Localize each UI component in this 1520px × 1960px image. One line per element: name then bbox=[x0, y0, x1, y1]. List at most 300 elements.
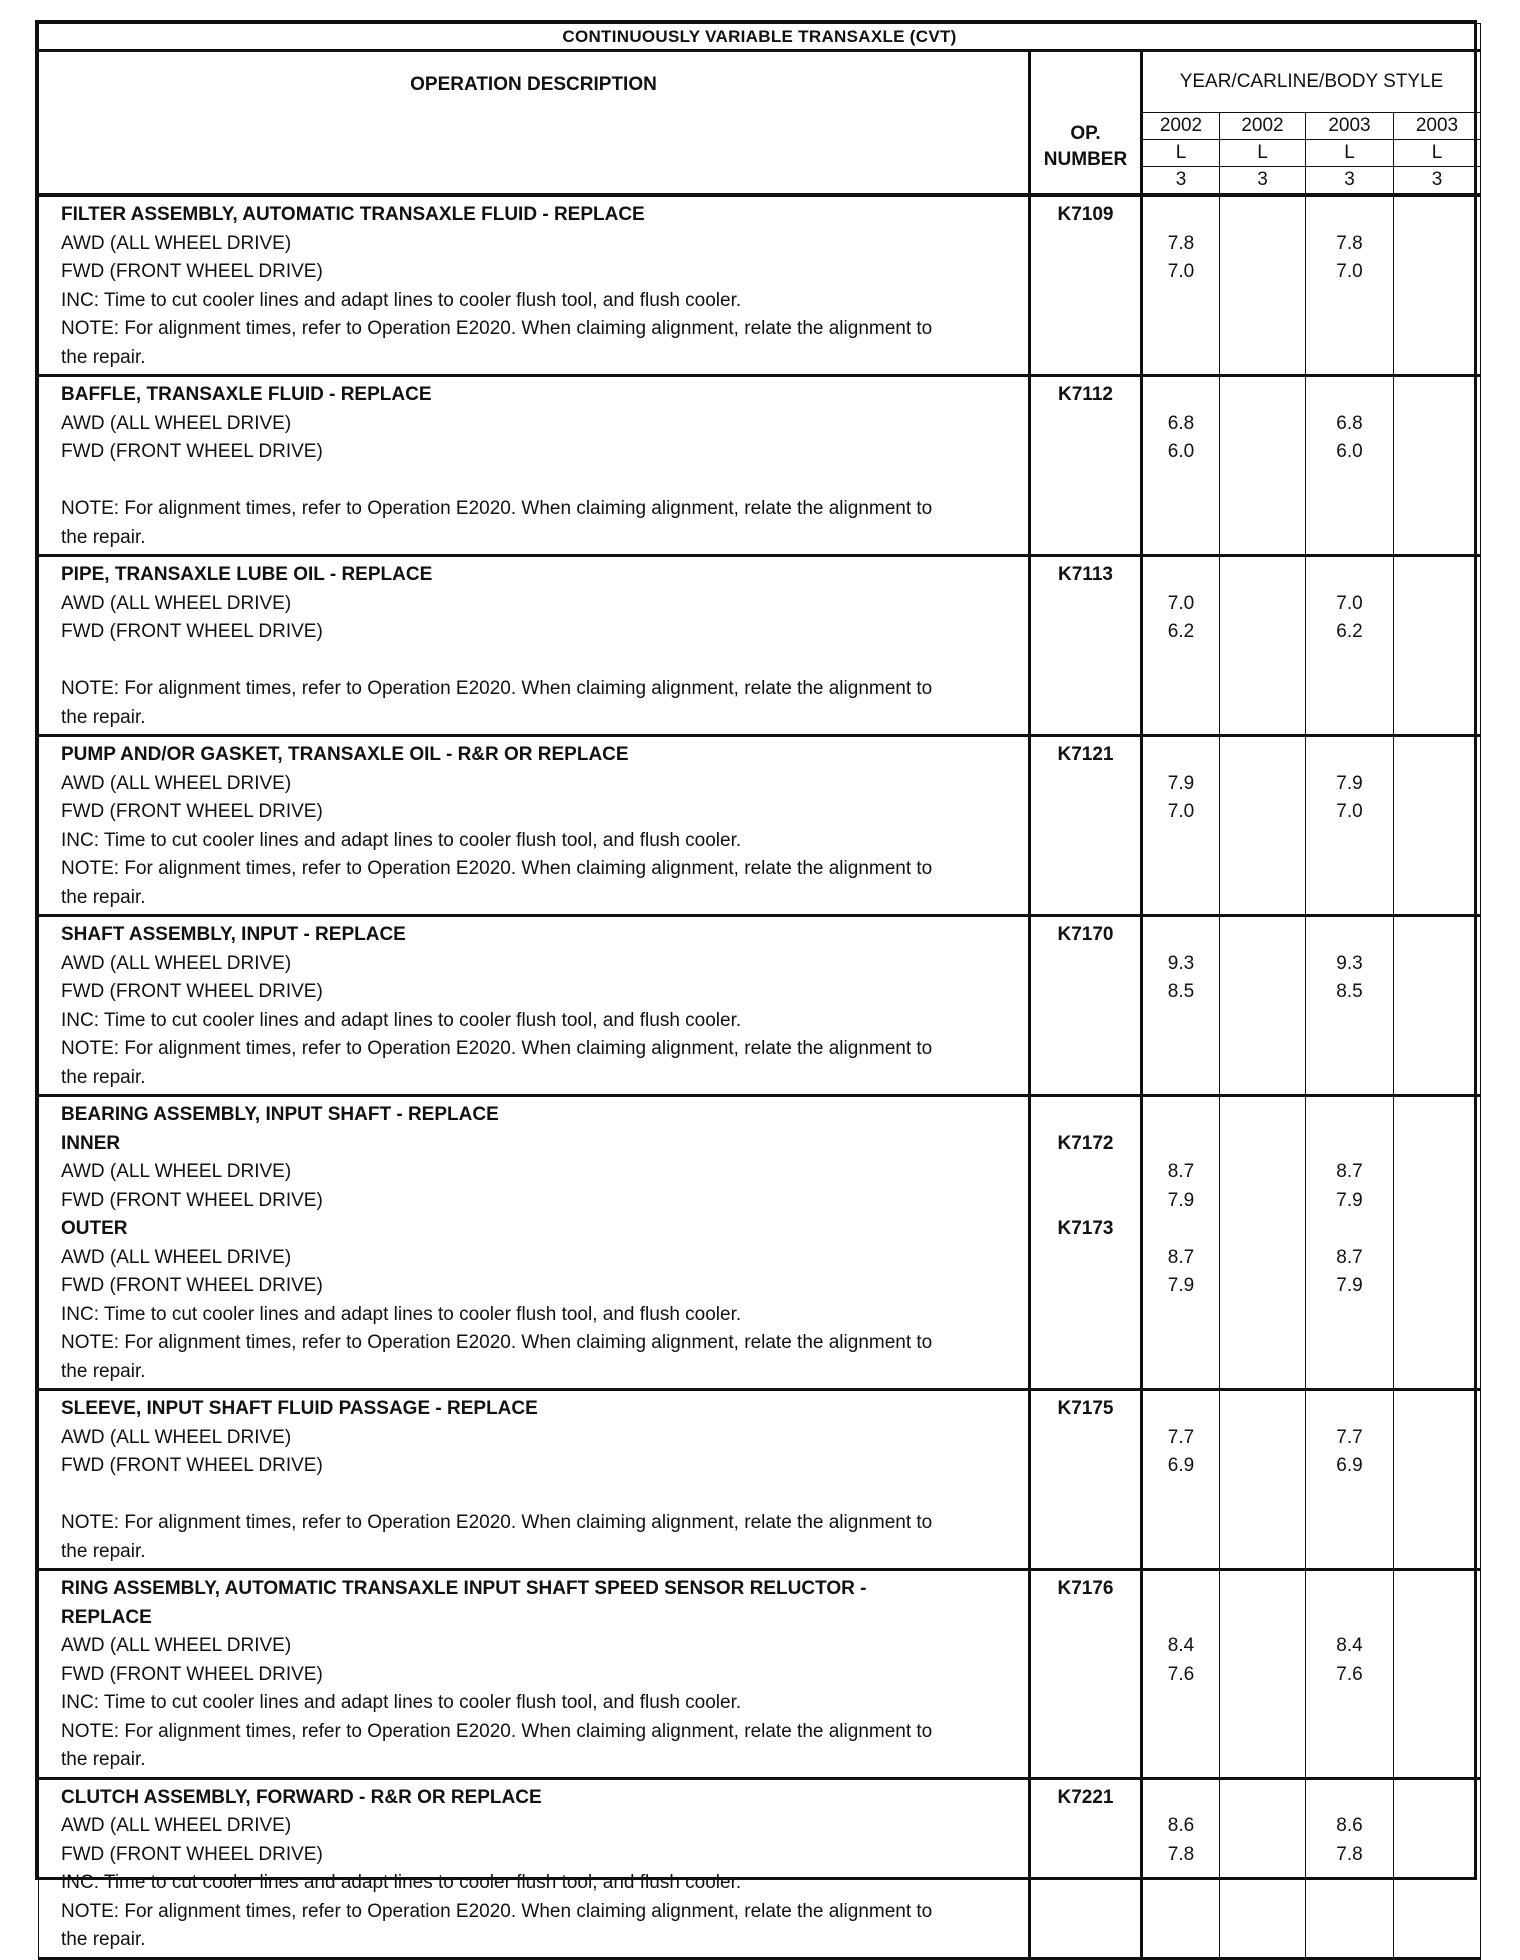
labor-time-value bbox=[1394, 1869, 1480, 1898]
labor-time-value bbox=[1394, 315, 1480, 344]
labor-time-value bbox=[1220, 1358, 1305, 1387]
operation-line: FWD (FRONT WHEEL DRIVE) bbox=[61, 981, 323, 1002]
labor-time-value bbox=[1306, 827, 1393, 856]
operation-heading: SHAFT ASSEMBLY, INPUT - REPLACE bbox=[61, 924, 406, 945]
operation-line: the repair. bbox=[61, 1066, 146, 1088]
op-number-header bbox=[1030, 51, 1142, 196]
labor-time-value bbox=[1394, 770, 1480, 799]
op-number bbox=[1031, 467, 1140, 496]
labor-time-value bbox=[1143, 704, 1219, 733]
labor-time-value bbox=[1220, 1035, 1305, 1064]
labor-time-value bbox=[1306, 344, 1393, 373]
operation-line: the repair. bbox=[61, 526, 146, 548]
labor-time-value bbox=[1220, 1329, 1305, 1358]
labor-time-value bbox=[1143, 1689, 1219, 1718]
op-number bbox=[1031, 647, 1140, 676]
operation-heading: CLUTCH ASSEMBLY, FORWARD - R&R OR REPLACE bbox=[61, 1786, 542, 1808]
labor-time-value bbox=[1306, 1575, 1393, 1604]
labor-time-value bbox=[1220, 1718, 1305, 1747]
labor-time-value bbox=[1394, 1007, 1480, 1036]
labor-time-value bbox=[1143, 1898, 1219, 1927]
labor-time-value: 8.5 bbox=[1336, 981, 1363, 1002]
operation-heading: OUTER bbox=[61, 1218, 128, 1239]
operation-line: the repair. bbox=[61, 1360, 146, 1382]
labor-time-value: 9.3 bbox=[1336, 952, 1363, 974]
labor-time-value bbox=[1394, 1746, 1480, 1775]
operation-section bbox=[39, 1390, 1481, 1570]
operation-line: FWD (FRONT WHEEL DRIVE) bbox=[61, 1663, 323, 1685]
labor-time-value bbox=[1394, 467, 1480, 496]
labor-time-value bbox=[1220, 1661, 1305, 1690]
operation-heading: BEARING ASSEMBLY, INPUT SHAFT - REPLACE bbox=[61, 1104, 499, 1125]
op-number: K7113 bbox=[1058, 564, 1113, 585]
operation-heading: SLEEVE, INPUT SHAFT FLUID PASSAGE - REPLACE bbox=[61, 1398, 538, 1419]
labor-time-value bbox=[1220, 827, 1305, 856]
labor-time-value bbox=[1143, 524, 1219, 553]
labor-time-value bbox=[1220, 1926, 1305, 1955]
labor-time-cell bbox=[1306, 195, 1394, 376]
operation-line: AWD (ALL WHEEL DRIVE) bbox=[61, 952, 292, 974]
year-carline-body-header: YEAR/CARLINE/BODY STYLE bbox=[1142, 51, 1481, 113]
labor-time-value bbox=[1220, 1101, 1305, 1130]
operation-line: FWD (FRONT WHEEL DRIVE) bbox=[61, 1843, 323, 1865]
operation-section bbox=[39, 1096, 1481, 1390]
labor-time-value bbox=[1306, 1007, 1393, 1036]
labor-time-value bbox=[1143, 1481, 1219, 1510]
labor-time-value bbox=[1394, 855, 1480, 884]
labor-time-value: 8.7 bbox=[1336, 1246, 1363, 1268]
labor-time-value bbox=[1306, 381, 1393, 410]
operation-line: AWD (ALL WHEEL DRIVE) bbox=[61, 1161, 292, 1182]
operation-line: NOTE: For alignment times, refer to Operation E2020. When claiming alignment, relate the alignment to bbox=[61, 1332, 933, 1353]
operation-line: FWD (FRONT WHEEL DRIVE) bbox=[61, 801, 323, 822]
labor-time-value bbox=[1220, 675, 1305, 704]
op-number bbox=[1031, 1358, 1140, 1387]
operation-line: NOTE: For alignment times, refer to Operation E2020. When claiming alignment, relate the alignment to bbox=[61, 678, 933, 699]
labor-time-value bbox=[1394, 1575, 1480, 1604]
labor-time-value bbox=[1220, 884, 1305, 913]
labor-time-value bbox=[1394, 381, 1480, 410]
labor-time-value bbox=[1306, 1509, 1393, 1538]
labor-time-value bbox=[1394, 1187, 1480, 1216]
labor-time-value bbox=[1143, 1746, 1219, 1775]
labor-time-value: 8.5 bbox=[1167, 981, 1195, 1002]
labor-time-value bbox=[1394, 1101, 1480, 1130]
labor-time-value bbox=[1143, 381, 1219, 410]
op-number bbox=[1031, 258, 1140, 287]
operation-description bbox=[39, 556, 1030, 736]
labor-time-value bbox=[1394, 1926, 1480, 1955]
op-number: K7109 bbox=[1057, 204, 1114, 225]
labor-time-value bbox=[1394, 1215, 1480, 1244]
labor-time-value bbox=[1394, 827, 1480, 856]
labor-time-value bbox=[1220, 1158, 1305, 1187]
labor-time-value bbox=[1220, 921, 1305, 950]
op-number-cell bbox=[1030, 916, 1142, 1096]
labor-time-value bbox=[1394, 561, 1480, 590]
labor-time-value bbox=[1394, 1718, 1480, 1747]
labor-time-value bbox=[1394, 1481, 1480, 1510]
operation-section bbox=[39, 376, 1481, 556]
labor-time-value bbox=[1143, 741, 1219, 770]
operation-line: AWD (ALL WHEEL DRIVE) bbox=[61, 1246, 292, 1268]
labor-time-value bbox=[1394, 950, 1480, 979]
op-number: K7176 bbox=[1057, 1578, 1114, 1599]
operation-line: the repair. bbox=[61, 706, 146, 728]
operation-heading: INNER bbox=[61, 1132, 121, 1154]
labor-time-value: 9.3 bbox=[1167, 952, 1195, 974]
operation-line: AWD (ALL WHEEL DRIVE) bbox=[61, 592, 292, 614]
operation-heading: REPLACE bbox=[61, 1606, 152, 1628]
op-number bbox=[1031, 1869, 1140, 1898]
labor-time-value bbox=[1143, 1509, 1219, 1538]
labor-time-value bbox=[1143, 1329, 1219, 1358]
labor-time-value: 7.0 bbox=[1167, 801, 1195, 822]
labor-time-value bbox=[1220, 1575, 1305, 1604]
op-number bbox=[1031, 1158, 1140, 1187]
labor-time-value bbox=[1306, 884, 1393, 913]
labor-time-cell bbox=[1142, 556, 1220, 736]
labor-time-cell bbox=[1394, 1778, 1481, 1958]
labor-time-value bbox=[1143, 884, 1219, 913]
labor-time-value: 7.6 bbox=[1167, 1663, 1195, 1685]
labor-time-value bbox=[1306, 524, 1393, 553]
table-body bbox=[39, 195, 1481, 1958]
op-number bbox=[1031, 1746, 1140, 1775]
labor-time-value bbox=[1394, 704, 1480, 733]
labor-time-cell bbox=[1394, 1096, 1481, 1390]
labor-time-value bbox=[1394, 590, 1480, 619]
operation-heading: PIPE, TRANSAXLE LUBE OIL - REPLACE bbox=[61, 564, 433, 585]
operation-line: AWD (ALL WHEEL DRIVE) bbox=[61, 1635, 292, 1656]
labor-time-value bbox=[1143, 1784, 1219, 1813]
column-carline: L bbox=[1394, 140, 1481, 167]
operation-line: FWD (FRONT WHEEL DRIVE) bbox=[61, 621, 323, 642]
labor-time-value bbox=[1394, 1812, 1480, 1841]
labor-time-cell bbox=[1306, 1096, 1394, 1390]
operation-description bbox=[39, 1390, 1030, 1570]
labor-time-value bbox=[1220, 855, 1305, 884]
labor-time-value bbox=[1394, 1632, 1480, 1661]
labor-time-value bbox=[1394, 978, 1480, 1007]
labor-time-value bbox=[1220, 1538, 1305, 1567]
labor-time-cell bbox=[1220, 1390, 1306, 1570]
labor-time-value: 7.7 bbox=[1167, 1426, 1195, 1448]
labor-time-cell bbox=[1394, 916, 1481, 1096]
op-number: K7173 bbox=[1057, 1218, 1114, 1239]
op-number bbox=[1031, 1718, 1140, 1747]
operation-line: AWD (ALL WHEEL DRIVE) bbox=[61, 232, 292, 254]
labor-time-value bbox=[1306, 1746, 1393, 1775]
labor-time-value bbox=[1143, 1215, 1219, 1244]
labor-time-value: 7.9 bbox=[1336, 772, 1363, 794]
labor-time-value bbox=[1394, 410, 1480, 439]
labor-time-value bbox=[1220, 258, 1305, 287]
labor-time-value bbox=[1220, 1869, 1305, 1898]
labor-time-value bbox=[1220, 561, 1305, 590]
column-carline: L bbox=[1306, 140, 1394, 167]
labor-time-value bbox=[1220, 287, 1305, 316]
labor-time-cell bbox=[1220, 916, 1306, 1096]
operation-description-header: OPERATION DESCRIPTION bbox=[39, 51, 1030, 196]
labor-time-value bbox=[1143, 344, 1219, 373]
labor-time-value bbox=[1220, 647, 1305, 676]
labor-time-cell bbox=[1306, 1570, 1394, 1779]
labor-time-value bbox=[1394, 1784, 1480, 1813]
labor-time-value bbox=[1394, 1130, 1480, 1159]
labor-time-value bbox=[1220, 1424, 1305, 1453]
labor-time-value bbox=[1394, 1358, 1480, 1387]
labor-time-value: 8.4 bbox=[1167, 1635, 1195, 1656]
labor-time-value bbox=[1394, 1841, 1480, 1870]
labor-time-value bbox=[1394, 1272, 1480, 1301]
operation-section bbox=[39, 916, 1481, 1096]
labor-time-value bbox=[1306, 1604, 1393, 1633]
op-number bbox=[1031, 230, 1140, 259]
labor-time-value bbox=[1220, 741, 1305, 770]
labor-time-value bbox=[1306, 1538, 1393, 1567]
operation-line: FWD (FRONT WHEEL DRIVE) bbox=[61, 261, 323, 282]
labor-time-value bbox=[1143, 1604, 1219, 1633]
op-number bbox=[1031, 590, 1140, 619]
op-number bbox=[1031, 1689, 1140, 1718]
labor-time-value bbox=[1220, 467, 1305, 496]
labor-time-value bbox=[1306, 1035, 1393, 1064]
labor-time-cell bbox=[1306, 376, 1394, 556]
operation-description bbox=[39, 195, 1030, 376]
labor-time-cell bbox=[1394, 1570, 1481, 1779]
operation-heading: FILTER ASSEMBLY, AUTOMATIC TRANSAXLE FLUID - REPLACE bbox=[61, 204, 645, 225]
op-number bbox=[1031, 798, 1140, 827]
labor-time-value bbox=[1394, 1661, 1480, 1690]
op-number bbox=[1031, 704, 1140, 733]
operation-line: the repair. bbox=[61, 1929, 146, 1950]
labor-time-value bbox=[1220, 1898, 1305, 1927]
op-number-cell bbox=[1030, 736, 1142, 916]
labor-time-value bbox=[1306, 675, 1393, 704]
op-number bbox=[1031, 410, 1140, 439]
labor-time-cell bbox=[1220, 1096, 1306, 1390]
labor-time-value bbox=[1143, 647, 1219, 676]
op-number bbox=[1031, 1064, 1140, 1093]
labor-time-value bbox=[1306, 467, 1393, 496]
labor-time-value bbox=[1306, 1718, 1393, 1747]
labor-time-value bbox=[1220, 1604, 1305, 1633]
labor-time-value bbox=[1306, 201, 1393, 230]
labor-time-value bbox=[1394, 230, 1480, 259]
labor-time-cell bbox=[1220, 1570, 1306, 1779]
operation-line bbox=[61, 647, 1028, 676]
labor-time-cell bbox=[1220, 556, 1306, 736]
op-number bbox=[1031, 1509, 1140, 1538]
labor-time-value bbox=[1220, 978, 1305, 1007]
cvt-table bbox=[38, 23, 1481, 1960]
labor-time-value bbox=[1143, 1101, 1219, 1130]
op-number bbox=[1031, 1898, 1140, 1927]
labor-time-value: 6.0 bbox=[1336, 441, 1363, 462]
op-number bbox=[1031, 1329, 1140, 1358]
labor-time-value bbox=[1394, 1689, 1480, 1718]
op-number bbox=[1031, 315, 1140, 344]
labor-time-value bbox=[1394, 1158, 1480, 1187]
labor-time-value bbox=[1306, 921, 1393, 950]
op-number bbox=[1031, 1007, 1140, 1036]
labor-time-value: 7.8 bbox=[1167, 232, 1195, 254]
op-number bbox=[1031, 1538, 1140, 1567]
op-number bbox=[1031, 1841, 1140, 1870]
labor-time-value bbox=[1220, 1272, 1305, 1301]
operation-line: NOTE: For alignment times, refer to Operation E2020. When claiming alignment, relate the alignment to bbox=[61, 858, 933, 879]
labor-time-value bbox=[1220, 1689, 1305, 1718]
labor-time-value: 8.6 bbox=[1167, 1815, 1195, 1836]
labor-time-value: 7.0 bbox=[1167, 592, 1195, 614]
labor-time-value bbox=[1306, 741, 1393, 770]
labor-time-cell bbox=[1306, 916, 1394, 1096]
operation-line: NOTE: For alignment times, refer to Operation E2020. When claiming alignment, relate the alignment to bbox=[61, 1512, 933, 1533]
labor-time-value: 6.8 bbox=[1336, 412, 1363, 434]
labor-time-value bbox=[1306, 647, 1393, 676]
labor-time-value bbox=[1394, 438, 1480, 467]
labor-time-value bbox=[1220, 618, 1305, 647]
operation-line: INC: Time to cut cooler lines and adapt lines to cooler flush tool, and flush cooler. bbox=[61, 1692, 742, 1713]
labor-time-value bbox=[1143, 675, 1219, 704]
column-year: 2003 bbox=[1394, 113, 1481, 140]
labor-time-value bbox=[1220, 230, 1305, 259]
labor-time-value bbox=[1306, 495, 1393, 524]
labor-time-cell bbox=[1142, 1096, 1220, 1390]
labor-time-value bbox=[1220, 1746, 1305, 1775]
operation-line: NOTE: For alignment times, refer to Operation E2020. When claiming alignment, relate the alignment to bbox=[61, 318, 933, 339]
labor-time-value bbox=[1220, 1784, 1305, 1813]
labor-time-value bbox=[1394, 524, 1480, 553]
op-number bbox=[1031, 1812, 1140, 1841]
op-number-cell bbox=[1030, 376, 1142, 556]
op-number bbox=[1031, 770, 1140, 799]
operation-section bbox=[39, 736, 1481, 916]
op-number bbox=[1031, 618, 1140, 647]
operation-line: the repair. bbox=[61, 1540, 146, 1562]
op-number bbox=[1031, 1187, 1140, 1216]
labor-time-value bbox=[1306, 315, 1393, 344]
op-number bbox=[1031, 344, 1140, 373]
labor-time-value: 7.9 bbox=[1167, 772, 1195, 794]
labor-time-value: 7.8 bbox=[1336, 232, 1363, 254]
labor-time-value: 7.9 bbox=[1167, 1189, 1195, 1211]
labor-time-value: 8.7 bbox=[1336, 1161, 1363, 1182]
operation-line: AWD (ALL WHEEL DRIVE) bbox=[61, 1815, 292, 1836]
op-number-header-line1: OP. bbox=[1070, 123, 1101, 144]
operation-line: FWD (FRONT WHEEL DRIVE) bbox=[61, 1275, 323, 1296]
operation-section bbox=[39, 1778, 1481, 1958]
op-number bbox=[1031, 827, 1140, 856]
labor-time-value bbox=[1143, 1035, 1219, 1064]
labor-time-value bbox=[1220, 1301, 1305, 1330]
op-number bbox=[1031, 1926, 1140, 1955]
labor-time-value bbox=[1394, 1898, 1480, 1927]
labor-time-value bbox=[1143, 201, 1219, 230]
labor-time-cell bbox=[1142, 1570, 1220, 1779]
labor-time-value bbox=[1394, 201, 1480, 230]
labor-time-cell bbox=[1142, 1778, 1220, 1958]
op-number bbox=[1031, 1632, 1140, 1661]
operation-description bbox=[39, 1570, 1030, 1779]
operation-description bbox=[39, 736, 1030, 916]
labor-time-value bbox=[1306, 1784, 1393, 1813]
labor-time-value bbox=[1220, 410, 1305, 439]
labor-time-value bbox=[1394, 741, 1480, 770]
labor-time-value bbox=[1220, 381, 1305, 410]
operation-line: NOTE: For alignment times, refer to Operation E2020. When claiming alignment, relate the alignment to bbox=[61, 1038, 933, 1059]
labor-time-value bbox=[1220, 524, 1305, 553]
labor-time-value bbox=[1306, 1395, 1393, 1424]
labor-time-value bbox=[1306, 1358, 1393, 1387]
operation-line: INC: Time to cut cooler lines and adapt lines to cooler flush tool, and flush cooler. bbox=[61, 289, 742, 311]
labor-time-cell bbox=[1394, 376, 1481, 556]
op-number bbox=[1031, 1101, 1140, 1130]
labor-time-value bbox=[1220, 495, 1305, 524]
labor-time-table bbox=[35, 20, 1477, 1950]
operation-line: NOTE: For alignment times, refer to Operation E2020. When claiming alignment, relate the alignment to bbox=[61, 1900, 933, 1922]
operation-line: INC: Time to cut cooler lines and adapt lines to cooler flush tool, and flush cooler. bbox=[61, 1303, 742, 1325]
labor-time-value bbox=[1394, 884, 1480, 913]
labor-time-cell bbox=[1394, 195, 1481, 376]
labor-time-cell bbox=[1142, 1390, 1220, 1570]
labor-time-value bbox=[1394, 1452, 1480, 1481]
op-number bbox=[1031, 1272, 1140, 1301]
labor-time-value: 8.4 bbox=[1336, 1635, 1363, 1656]
labor-time-value bbox=[1220, 770, 1305, 799]
operation-heading: RING ASSEMBLY, AUTOMATIC TRANSAXLE INPUT SHAFT SPEED SENSOR RELUCTOR - bbox=[61, 1578, 867, 1599]
labor-time-value: 7.7 bbox=[1336, 1426, 1363, 1448]
labor-time-value bbox=[1394, 1035, 1480, 1064]
labor-time-value: 7.0 bbox=[1167, 261, 1195, 282]
op-number: K7112 bbox=[1058, 384, 1113, 405]
operation-description bbox=[39, 1778, 1030, 1958]
op-number: K7170 bbox=[1057, 924, 1114, 945]
labor-time-value bbox=[1220, 950, 1305, 979]
labor-time-value bbox=[1220, 590, 1305, 619]
op-number: K7221 bbox=[1057, 1786, 1114, 1808]
labor-time-value: 6.0 bbox=[1167, 441, 1195, 462]
op-number: K7172 bbox=[1057, 1132, 1114, 1154]
column-body-style: 3 bbox=[1220, 167, 1306, 196]
op-number bbox=[1031, 675, 1140, 704]
labor-time-value bbox=[1394, 1329, 1480, 1358]
labor-time-cell bbox=[1220, 1778, 1306, 1958]
op-number bbox=[1031, 1452, 1140, 1481]
labor-time-value bbox=[1306, 1301, 1393, 1330]
labor-time-value bbox=[1220, 1007, 1305, 1036]
labor-time-value: 7.9 bbox=[1336, 1275, 1363, 1296]
op-number-cell bbox=[1030, 1390, 1142, 1570]
op-number bbox=[1031, 1604, 1140, 1633]
labor-time-cell bbox=[1220, 376, 1306, 556]
op-number: K7121 bbox=[1057, 744, 1114, 765]
operation-line: FWD (FRONT WHEEL DRIVE) bbox=[61, 1455, 323, 1476]
op-number bbox=[1031, 287, 1140, 316]
op-number bbox=[1031, 1035, 1140, 1064]
labor-time-cell bbox=[1142, 916, 1220, 1096]
operation-section bbox=[39, 195, 1481, 376]
labor-time-value bbox=[1220, 1215, 1305, 1244]
labor-time-value bbox=[1394, 1424, 1480, 1453]
labor-time-value bbox=[1220, 1244, 1305, 1273]
operation-heading: BAFFLE, TRANSAXLE FLUID - REPLACE bbox=[61, 384, 432, 405]
labor-time-value bbox=[1306, 1130, 1393, 1159]
labor-time-value bbox=[1306, 704, 1393, 733]
labor-time-value: 7.8 bbox=[1167, 1843, 1195, 1865]
labor-time-value: 7.9 bbox=[1167, 1275, 1195, 1296]
